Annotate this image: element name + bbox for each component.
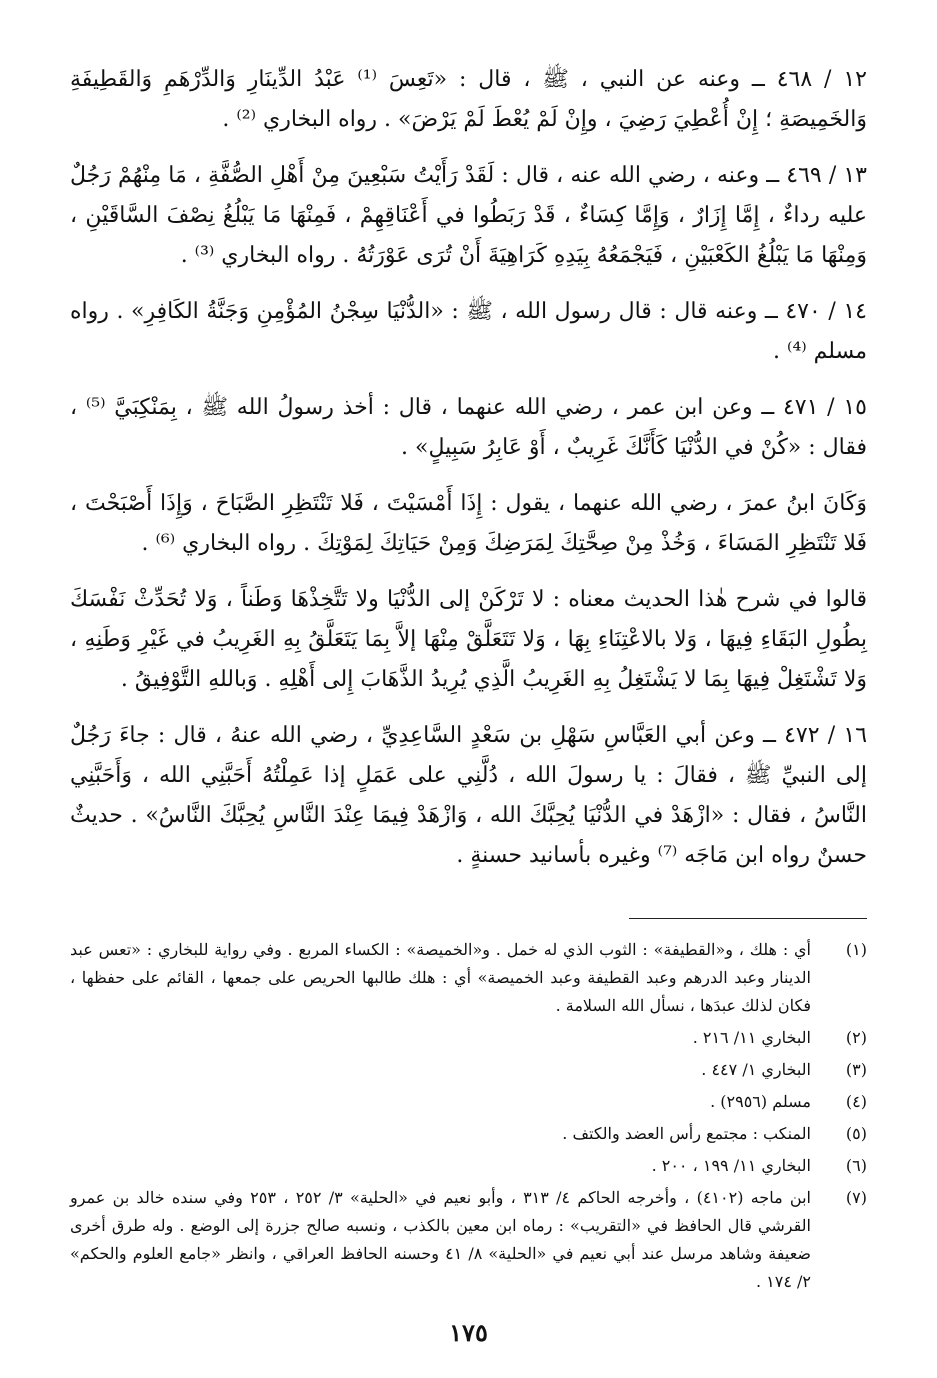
footnote-number: (١) [845, 940, 867, 959]
hadith-472-paragraph: ١٦ / ٤٧٢ ــ وعن أبي العَبَّاسِ سَهْلِ بن سَعْدٍ السَّاعِدِيِّ ، رضي الله عنهُ ، قال : جاءَ رَجُلٌ إلى النبيِّ ﷺ ، فقالَ : يا رسولَ الله ، دُلَّنِي على عَمَلٍ إذا عَمِلْتُهُ أَحَبَّنِي الله ، وَأَحَبَّنِي النَّاسُ ، فقال : «ازْهَدْ في الدُّنْيَا يُحِبَّكَ الله ، وَازْهَدْ فِيمَا عِنْدَ النَّاسِ يُحِبَّكَ النَّاسُ» . حديثٌ حسنٌ رواه ابن مَاجَه ⁽⁷⁾ وغيره بأسانيد حسنةٍ . [70, 723, 868, 868]
footnote-text: ابن ماجه (٤١٠٢) ، وأخرجه الحاكم ٤/ ٣١٣ ، وأبو نعيم في «الحلية» ٣/ ٢٥٢ ، ٢٥٣ وفي سنده خالد بن عمرو القرشي قال الحافظ في «التقريب» : رماه ابن معين بالكذب ، ونسبه صالح جزرة إلى الوضع . وله طرق أخرى ضعيفة وشاهد مرسل عند أبي نعيم في «الحلية» ٨/ ٤١ وحسنه الحافظ العراقي ، وانظر «جامع العلوم والحكم» ٢/ ١٧٤ . [70, 1188, 812, 1291]
footnote-4 [70, 1088, 867, 1116]
main-text [70, 60, 867, 892]
footnote-number: (٥) [845, 1124, 867, 1143]
footnote-1 [70, 936, 867, 1020]
ibn-umar-saying-paragraph: وَكَانَ ابنُ عمرَ ، رضي الله عنهما ، يقول : إِذَا أَمْسَيْتَ ، فَلا تَنْتَظِرِ الصَّبَاحَ ، وَإِذَا أَصْبَحْتَ ، فَلا تَنْتَظِرِ المَسَاءَ ، وَخُذْ مِنْ صِحَّتِكَ لِمَرَضِكَ وَمِنْ حَيَاتِكَ لِمَوْتِكَ . رواه البخاري ⁽⁶⁾ . [70, 491, 867, 556]
hadith-468-paragraph: ١٢ / ٤٦٨ ــ وعنه عن النبي ، ﷺ ، قال : «تَعِسَ ⁽¹⁾ عَبْدُ الدِّينَارِ وَالدِّرْهَمِ وَالقَطِيفَةِ وَالخَمِيصَةِ ؛ إِنْ أُعْطِيَ رَضِيَ ، وإِنْ لَمْ يُعْطَ لَمْ يَرْضَ» . رواه البخاري ⁽²⁾ . [70, 67, 867, 132]
footnote-divider [629, 918, 867, 919]
footnote-7 [70, 1184, 867, 1296]
footnote-text: البخاري ١١/ ١٩٩ ، ٢٠٠ . [651, 1156, 811, 1175]
footnotes [70, 936, 867, 1300]
footnote-number: (٣) [845, 1060, 867, 1079]
footnote-5 [70, 1120, 867, 1148]
footnote-number: (٧) [845, 1188, 867, 1207]
footnote-text: البخاري ١/ ٤٤٧ . [701, 1060, 811, 1079]
hadith-471-paragraph: ١٥ / ٤٧١ ــ وعن ابن عمر ، رضي الله عنهما ، قال : أخذ رسولُ الله ﷺ ، بِمَنْكِبَيَّ ⁽⁵⁾ ، فقال : «كُنْ في الدُّنْيَا كَأَنَّكَ غَرِيبٌ ، أَوْ عَابِرُ سَبِيلٍ» . [70, 395, 867, 460]
footnote-6 [70, 1152, 867, 1180]
page-number: ١٧٥ [449, 1318, 488, 1347]
footnote-text: البخاري ١١/ ٢١٦ . [692, 1028, 811, 1047]
hadith-470-paragraph: ١٤ / ٤٧٠ ــ وعنه قال : قال رسول الله ، ﷺ : «الدُّنْيَا سِجْنُ المُؤْمِنِ وَجَنَّةُ الكَافِرِ» . رواه مسلم ⁽⁴⁾ . [70, 299, 867, 364]
commentary-paragraph: قالوا في شرح هٰذا الحديث معناه : لا تَرْكَنْ إلى الدُّنْيَا ولا تَتَّخِذْهَا وَطَناً ، وَلا تُحَدِّثْ نَفْسَكَ بِطُولِ البَقَاءِ فِيهَا ، وَلا بالاعْتِنَاءِ بِهَا ، وَلا تَتَعَلَّقْ مِنْهَا إلاَّ بِمَا يَتَعَلَّقُ بِهِ الغَرِيبُ في غَيْرِ وَطَنِهِ ، وَلا تَشْتَغِلْ فِيهَا بِمَا لا يَشْتَغِلُ بِهِ الغَرِيبُ الَّذِي يُرِيدُ الذَّهَابَ إِلى أَهْلِهِ . وَباللهِ التَّوْفِيقُ . [70, 587, 867, 692]
footnote-text: أي : هلك ، و«القطيفة» : الثوب الذي له خمل . و«الخميصة» : الكساء المربع . وفي رواية للبخاري : «تعس عبد الدينار وعبد الدرهم وعبد القطيفة وعبد الخميصة» أي : هلك طالبها الحريص على جمعها ، القائم على حفظها ، فكان لذلك عبدَها ، نسأل الله السلامة . [70, 940, 811, 1015]
footnote-text: مسلم (٢٩٥٦) . [710, 1092, 811, 1111]
footnote-2 [70, 1024, 867, 1052]
footnote-number: (٤) [845, 1092, 867, 1111]
hadith-469-paragraph: ١٣ / ٤٦٩ ــ وعنه ، رضي الله عنه ، قال : لَقَدْ رَأَيْتُ سَبْعِينَ مِنْ أَهْلِ الصُّفَّةِ ، مَا مِنْهُمْ رَجُلٌ عليه رداءٌ ، إِمَّا إِزَارٌ ، وَإِمَّا كِسَاءٌ ، قَدْ رَبَطُوا في أَعْنَاقِهِمْ ، فَمِنْهَا مَا يَبْلُغُ نِصْفَ السَّاقَيْنِ ، وَمِنْهَا مَا يَبْلُغُ الكَعْبَيْنِ ، فَيَجْمَعُهُ بِيَدِهِ كَرَاهِيَةَ أَنْ تُرَى عَوْرَتُهُ . رواه البخاري ⁽³⁾ . [70, 163, 867, 268]
footnote-text: المنكب : مجتمع رأس العضد والكتف . [562, 1124, 811, 1143]
footnote-3 [70, 1056, 867, 1084]
footnote-number: (٦) [845, 1156, 867, 1175]
footnote-number: (٢) [845, 1028, 867, 1047]
